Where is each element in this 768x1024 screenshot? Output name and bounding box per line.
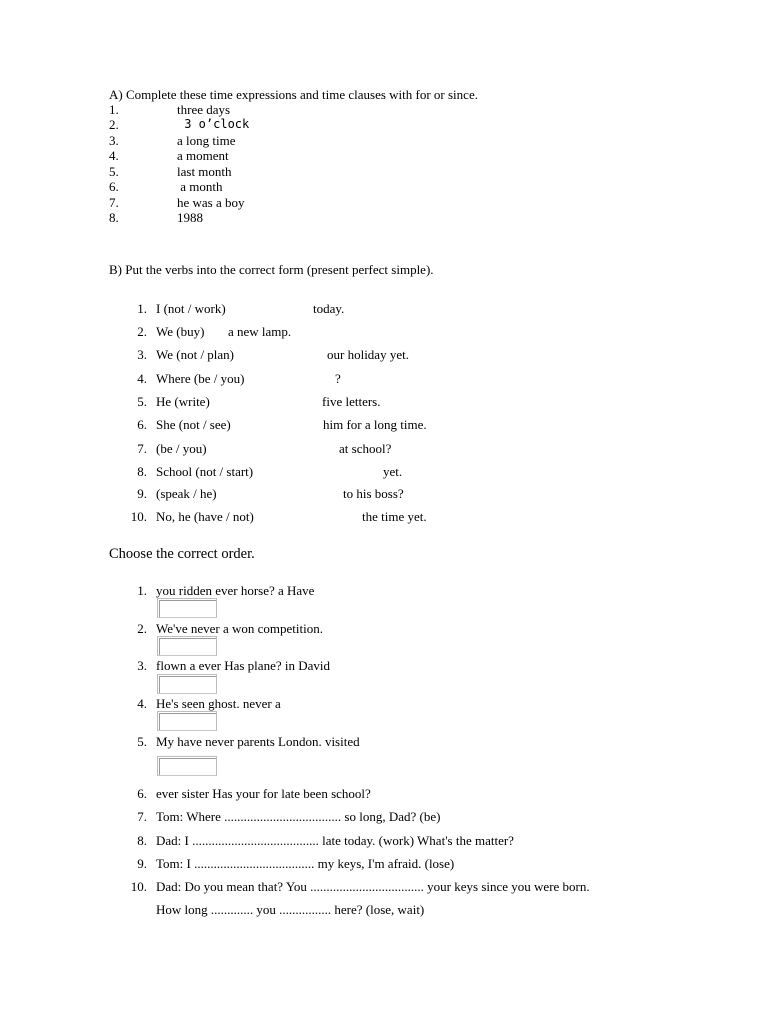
- item-number: 5.: [137, 734, 147, 749]
- item-text: My have never parents London. visited: [156, 734, 360, 749]
- item-text: 1988: [177, 210, 203, 225]
- answer-box-2[interactable]: [157, 636, 217, 656]
- section-a-title: A) Complete these time expressions and time clauses with for or since.: [109, 87, 478, 102]
- item-number: 6.: [109, 179, 119, 194]
- item-text: a month: [177, 179, 223, 194]
- item-rest: the time yet.: [362, 509, 427, 524]
- item-number: 5.: [137, 394, 147, 409]
- section-b-title: B) Put the verbs into the correct form (present perfect simple).: [109, 262, 434, 277]
- item-text: you ridden ever horse? a Have: [156, 583, 315, 598]
- item-number: 4.: [137, 371, 147, 386]
- item-verb: (be / you): [156, 441, 207, 456]
- item-number: 9.: [137, 856, 147, 871]
- item-number: 10.: [130, 879, 147, 894]
- item-number: 3.: [109, 133, 119, 148]
- item-number: 2.: [137, 621, 147, 636]
- item-text: Dad: Do you mean that? You ................................... your keys since you were born.: [156, 879, 590, 894]
- item-text: flown a ever Has plane? in David: [156, 658, 330, 673]
- item-text: Tom: I ..................................... my keys, I'm afraid. (lose): [156, 856, 455, 871]
- item-number: 9.: [137, 486, 147, 501]
- item-text: Tom: Where .................................... so long, Dad? (be): [156, 809, 441, 824]
- item-text: he was a boy: [177, 195, 245, 210]
- item-text: Dad: I ....................................... late today. (work) What's the matter?: [156, 833, 514, 848]
- item-number: 8.: [137, 464, 147, 479]
- item-number: 1.: [137, 583, 147, 598]
- answer-box-3[interactable]: [157, 674, 217, 694]
- item-number: 2.: [137, 324, 147, 339]
- answer-box-4[interactable]: [157, 711, 217, 731]
- item-verb: No, he (have / not): [156, 509, 254, 524]
- item-rest: today.: [313, 301, 345, 316]
- item-number: 3.: [137, 658, 147, 673]
- item-number: 5.: [109, 164, 119, 179]
- item-text: a long time: [177, 133, 236, 148]
- item-rest: five letters.: [322, 394, 381, 409]
- item-number: 7.: [109, 195, 119, 210]
- item-verb: (speak / he): [156, 486, 217, 501]
- item-number: 10.: [130, 509, 147, 524]
- item-rest: at school?: [339, 441, 392, 456]
- item-text: ever sister Has your for late been school?: [156, 786, 371, 801]
- item-text: We've never a won competition.: [156, 621, 323, 636]
- answer-box-1[interactable]: [157, 598, 217, 618]
- item-number: 7.: [137, 809, 147, 824]
- item-number: 8.: [137, 833, 147, 848]
- item-verb: We (not / plan): [156, 347, 235, 362]
- item-number: 4.: [137, 696, 147, 711]
- item-number: 6.: [137, 786, 147, 801]
- answer-box-5[interactable]: [157, 756, 217, 776]
- item-text: last month: [177, 164, 232, 179]
- item-verb: School (not / start): [156, 464, 254, 479]
- item-number: 8.: [109, 210, 119, 225]
- item-number: 3.: [137, 347, 147, 362]
- item-text: a moment: [177, 148, 229, 163]
- item-verb: We (buy): [156, 324, 205, 339]
- item-verb: He (write): [156, 394, 210, 409]
- item-number: 1.: [109, 102, 119, 117]
- item-rest: a new lamp.: [228, 324, 292, 339]
- item-verb: I (not / work): [156, 301, 226, 316]
- item-rest: ?: [335, 371, 341, 386]
- item-number: 7.: [137, 441, 147, 456]
- item-number: 1.: [137, 301, 147, 316]
- item-number: 2.: [109, 117, 119, 132]
- item-text: three days: [177, 102, 231, 117]
- item-number: 6.: [137, 417, 147, 432]
- item-rest: him for a long time.: [323, 417, 427, 432]
- item-number: 4.: [109, 148, 119, 163]
- item-verb: Where (be / you): [156, 371, 245, 386]
- section-c-title: Choose the correct order.: [109, 546, 255, 562]
- item-text: 3 o’clock: [177, 117, 250, 131]
- item-rest: to his boss?: [343, 486, 404, 501]
- item-rest: our holiday yet.: [327, 347, 409, 362]
- item-rest: yet.: [383, 464, 403, 479]
- item-text: He's seen ghost. never a: [156, 696, 281, 711]
- item-verb: She (not / see): [156, 417, 231, 432]
- section-c-item-10-continuation: How long ............. you ................ here? (lose, wait): [156, 902, 425, 917]
